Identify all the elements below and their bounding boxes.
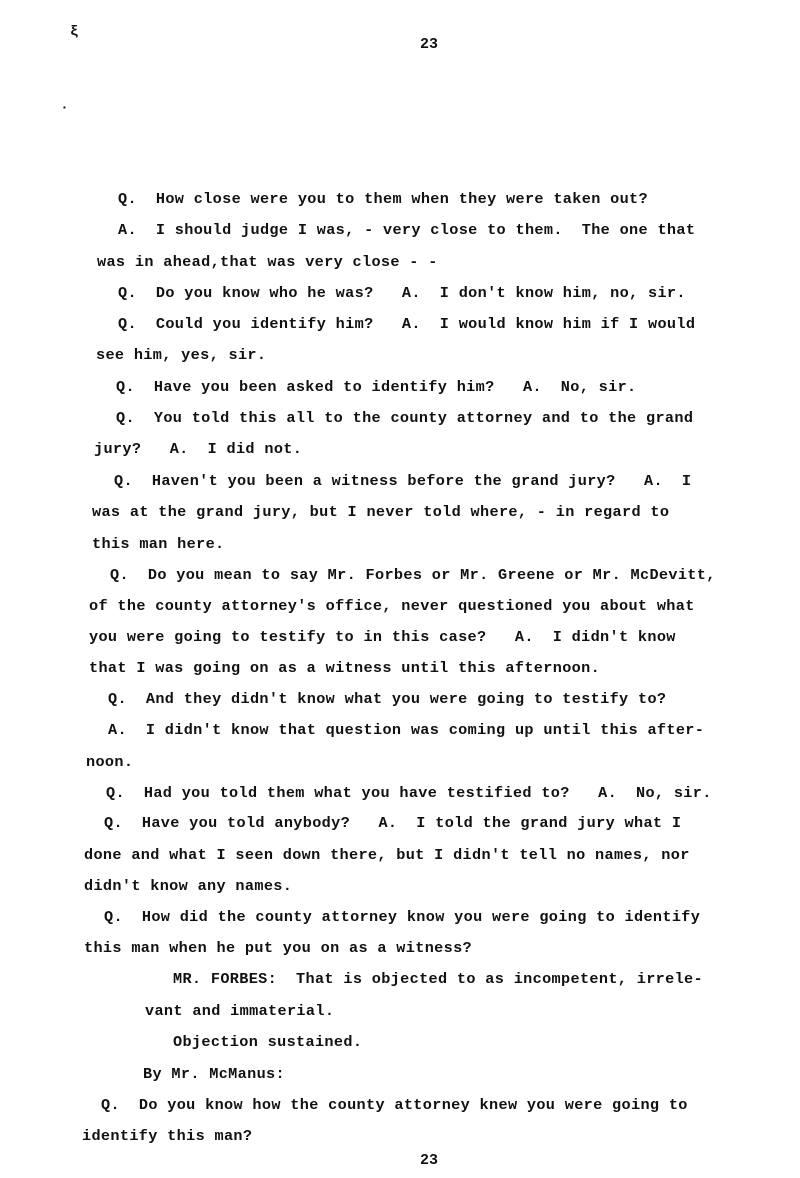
transcript-line: jury? A. I did not. xyxy=(94,440,303,458)
transcript-line: Q. Had you told them what you have testified to? A. No, sir. xyxy=(106,784,712,802)
objection-line: MR. FORBES: That is objected to as incompetent, irrele- xyxy=(173,970,703,988)
transcript-line: was in ahead,that was very close - - xyxy=(97,253,438,271)
transcript-line: of the county attorney's office, never questioned you about what xyxy=(89,597,695,615)
transcript-line: was at the grand jury, but I never told where, - in regard to xyxy=(92,503,670,521)
transcript-line: done and what I seen down there, but I didn't tell no names, nor xyxy=(84,846,690,864)
transcript-line: Q. How close were you to them when they were taken out? xyxy=(118,190,648,208)
transcript-line: Q. Have you told anybody? A. I told the grand jury what I xyxy=(104,814,682,832)
transcript-line: A. I didn't know that question was coming up until this after- xyxy=(108,721,705,739)
objection-line: vant and immaterial. xyxy=(145,1002,335,1020)
stray-ink-mark: ▪ xyxy=(62,104,67,113)
ruling-line: Objection sustained. xyxy=(173,1033,363,1051)
transcript-line: you were going to testify to in this case? A. I didn't know xyxy=(89,628,676,646)
transcript-line: this man when he put you on as a witness? xyxy=(84,939,473,957)
transcript-line: Q. Could you identify him? A. I would know him if I would xyxy=(118,315,696,333)
transcript-line: Q. And they didn't know what you were going to testify to? xyxy=(108,690,667,708)
transcript-line: Q. How did the county attorney know you were going to identify xyxy=(104,908,701,926)
transcript-line: Q. Haven't you been a witness before the grand jury? A. I xyxy=(114,472,692,490)
corner-ink-mark: ξ xyxy=(70,24,79,40)
transcript-line: that I was going on as a witness until this afternoon. xyxy=(89,659,601,677)
transcript-line: noon. xyxy=(86,753,134,771)
transcript-line: Q. Do you know how the county attorney knew you were going to xyxy=(101,1096,688,1114)
transcript-line: see him, yes, sir. xyxy=(96,346,267,364)
transcript-line: Q. Have you been asked to identify him? A. No, sir. xyxy=(116,378,637,396)
transcript-line: Q. Do you mean to say Mr. Forbes or Mr. Greene or Mr. McDevitt, xyxy=(110,566,716,584)
page-number-top: 23 xyxy=(420,36,439,53)
transcript-line: didn't know any names. xyxy=(84,877,293,895)
transcript-line: identify this man? xyxy=(82,1127,253,1145)
transcript-line: this man here. xyxy=(92,535,225,553)
transcript-line: A. I should judge I was, - very close to them. The one that xyxy=(118,221,696,239)
transcript-line: Q. You told this all to the county attorney and to the grand xyxy=(116,409,694,427)
transcript-line: Q. Do you know who he was? A. I don't know him, no, sir. xyxy=(118,284,686,302)
page-number-bottom: 23 xyxy=(420,1152,439,1169)
examiner-line: By Mr. McManus: xyxy=(143,1065,285,1083)
